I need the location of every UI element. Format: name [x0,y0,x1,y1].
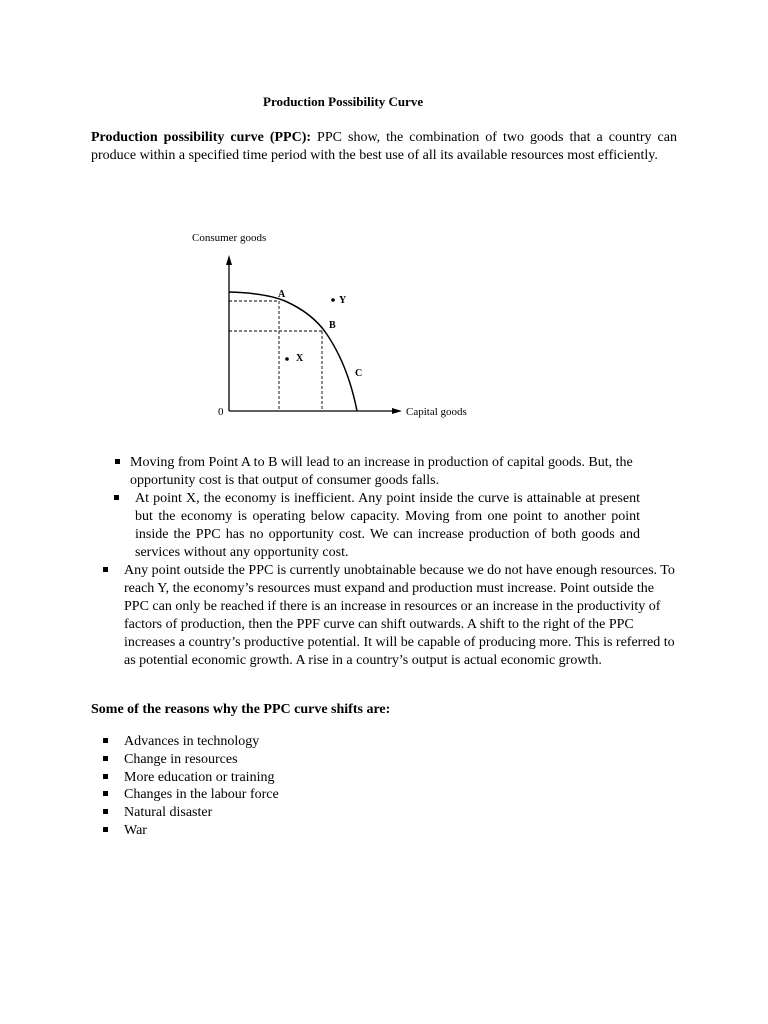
bullet-point-x [135,490,640,562]
bullet-text: At point X, the economy is inefficient. Any point inside the curve is attainable at present but the economy is operating below capacity. Moving from one point to another point inside the PPC has no opportunity cost. We can increase production of both goods and services without any opportunity cost. [135,491,640,560]
list-item [124,733,279,751]
list-item-text: Changes in the labour force [124,787,279,803]
bullet-square-icon [103,827,108,832]
list-item-text: More education or training [124,769,275,785]
x-axis-label: Capital goods [406,406,467,418]
list-item [124,751,279,769]
bullet-square-icon [103,738,108,743]
point-y-dot [331,298,335,302]
point-b-label: B [329,320,336,331]
bullet-square-icon [103,809,108,814]
bullet-square-icon [103,756,108,761]
bullet-square-icon [103,791,108,796]
shift-reasons-list [124,733,279,840]
list-item [124,804,279,822]
list-item-text: War [124,822,147,838]
ppc-curve [229,292,357,411]
bullet-square-icon [115,459,120,464]
bullet-moving-a-to-b [130,454,675,490]
list-item-text: Advances in technology [124,734,260,749]
point-c-label: C [355,368,363,379]
page-title: Production Possibility Curve [263,94,424,109]
shift-reasons-heading: Some of the reasons why the PPC curve shifts are: [91,702,391,717]
origin-label: 0 [218,406,224,418]
intro-paragraph [91,129,677,165]
y-axis-label: Consumer goods [192,232,267,244]
point-x-label: X [296,353,304,364]
bullet-text: Any point outside the PPC is currently unobtainable because we do not have enough resources. To reach Y, the economy’s resources must expand and production must increase. Point outside the PPC can only be reached if there is an increase in resources or an increase in the productivity of factors of production, then the PPF curve can shift outwards. A shift to the right of the PPC increases a country’s productive potential. It will be capable of producing more. This is referred to as potential economic growth. A rise in a country’s output is actual economic growth. [124,563,675,668]
x-axis-arrow [392,408,402,414]
bullet-square-icon [103,567,108,572]
point-x-dot [285,357,289,361]
list-item-text: Change in resources [124,751,238,767]
list-item [124,769,279,787]
ppc-diagram [180,225,480,425]
y-axis-arrow [226,255,232,265]
list-item [124,822,279,840]
bullet-text: Moving from Point A to B will lead to an increase in production of capital goods. But, the opportunity cost is that output of consumer goods falls. [130,455,633,488]
intro-definition: PPC show, the combination of two goods that a country can produce within a specified time period with the best use of all its available resources most efficiently. [91,130,677,163]
point-y-label: Y [339,295,347,306]
list-item [124,786,279,804]
list-item-text: Natural disaster [124,805,213,821]
intro-term: Production possibility curve (PPC): [91,130,312,145]
bullet-square-icon [114,495,119,500]
bullet-outside-ppc [124,562,676,670]
bullet-square-icon [103,774,108,779]
point-a-label: A [278,289,286,300]
